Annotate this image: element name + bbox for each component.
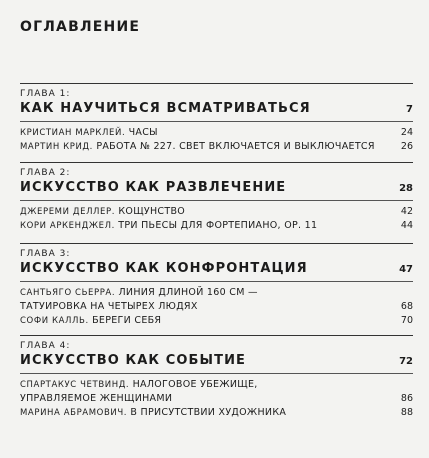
chapter-title[interactable]: ИСКУССТВО КАК СОБЫТИЕ: [20, 353, 247, 368]
entry-work: КОЩУНСТВО: [118, 206, 186, 217]
chapter-divider: [20, 83, 413, 84]
chapter-title[interactable]: ИСКУССТВО КАК РАЗВЛЕЧЕНИЕ: [20, 180, 287, 195]
chapter-page: 47: [399, 264, 413, 275]
entry-author: СПАРТАКУС ЧЕТВИНД.: [20, 380, 130, 390]
toc-entry[interactable]: [20, 140, 413, 154]
chapter-underline: [20, 121, 413, 122]
entry-work: БЕРЕГИ СЕБЯ: [92, 315, 162, 326]
entry-work: ЛИНИЯ ДЛИНОЙ 160 СМ — ТАТУИРОВКА НА ЧЕТЫРЕХ ЛЮДЯХ: [20, 287, 258, 312]
toc-entry[interactable]: [20, 406, 413, 420]
entry-page: 88: [400, 407, 413, 418]
entry-page: 70: [400, 315, 413, 326]
chapter-underline: [20, 200, 413, 201]
chapter-page: 28: [399, 183, 413, 194]
chapter-divider: [20, 162, 413, 163]
toc-heading: ОГЛАВЛЕНИЕ: [20, 19, 141, 35]
chapter-divider: [20, 335, 413, 336]
chapter-3: [20, 243, 413, 328]
entry-author: МАРТИН КРИД.: [20, 142, 93, 152]
entry-author: САНТЬЯГО СЬЕРРА.: [20, 288, 116, 298]
chapter-2: [20, 162, 413, 233]
chapter-title[interactable]: КАК НАУЧИТЬСЯ ВСМАТРИВАТЬСЯ: [20, 101, 311, 116]
toc-entry[interactable]: [20, 205, 413, 219]
entry-page: 26: [400, 141, 413, 152]
chapter-1: [20, 83, 413, 154]
chapter-underline: [20, 373, 413, 374]
chapter-label: ГЛАВА 2:: [20, 168, 71, 178]
entry-author: МАРИНА АБРАМОВИЧ.: [20, 408, 128, 418]
chapter-page: 7: [406, 104, 413, 115]
chapter-page: 72: [399, 356, 413, 367]
entry-work: ТРИ ПЬЕСЫ ДЛЯ ФОРТЕПИАНО, ОР. 11: [118, 220, 318, 231]
entry-page: 44: [400, 220, 413, 231]
toc-entry[interactable]: [20, 314, 413, 328]
entry-author: ДЖЕРЕМИ ДЕЛЛЕР.: [20, 207, 116, 217]
chapter-4: [20, 335, 413, 420]
entry-page: 42: [400, 206, 413, 217]
chapter-underline: [20, 281, 413, 282]
toc-entry[interactable]: [20, 219, 413, 233]
entry-page: 86: [400, 393, 413, 404]
entry-work: НАЛОГОВОЕ УБЕЖИЩЕ, УПРАВЛЯЕМОЕ ЖЕНЩИНАМИ: [20, 379, 258, 404]
entry-page: 68: [400, 301, 413, 312]
entry-work: ЧАСЫ: [128, 127, 158, 138]
chapter-label: ГЛАВА 1:: [20, 89, 71, 99]
chapter-divider: [20, 243, 413, 244]
toc-entry[interactable]: [20, 286, 413, 314]
entry-author: СОФИ КАЛЛЬ.: [20, 316, 89, 326]
chapter-label: ГЛАВА 3:: [20, 249, 71, 259]
entry-page: 24: [400, 127, 413, 138]
toc-entry[interactable]: [20, 126, 413, 140]
chapter-label: ГЛАВА 4:: [20, 341, 71, 351]
toc-entry[interactable]: [20, 378, 413, 406]
chapter-title[interactable]: ИСКУССТВО КАК КОНФРОНТАЦИЯ: [20, 261, 308, 276]
entry-work: РАБОТА № 227. СВЕТ ВКЛЮЧАЕТСЯ И ВЫКЛЮЧАЕТСЯ: [96, 141, 375, 152]
entry-work: В ПРИСУТСТВИИ ХУДОЖНИКА: [130, 407, 287, 418]
entry-author: КРИСТИАН МАРКЛЕЙ.: [20, 128, 126, 138]
entry-author: КОРИ АРКЕНДЖЕЛ.: [20, 221, 115, 231]
